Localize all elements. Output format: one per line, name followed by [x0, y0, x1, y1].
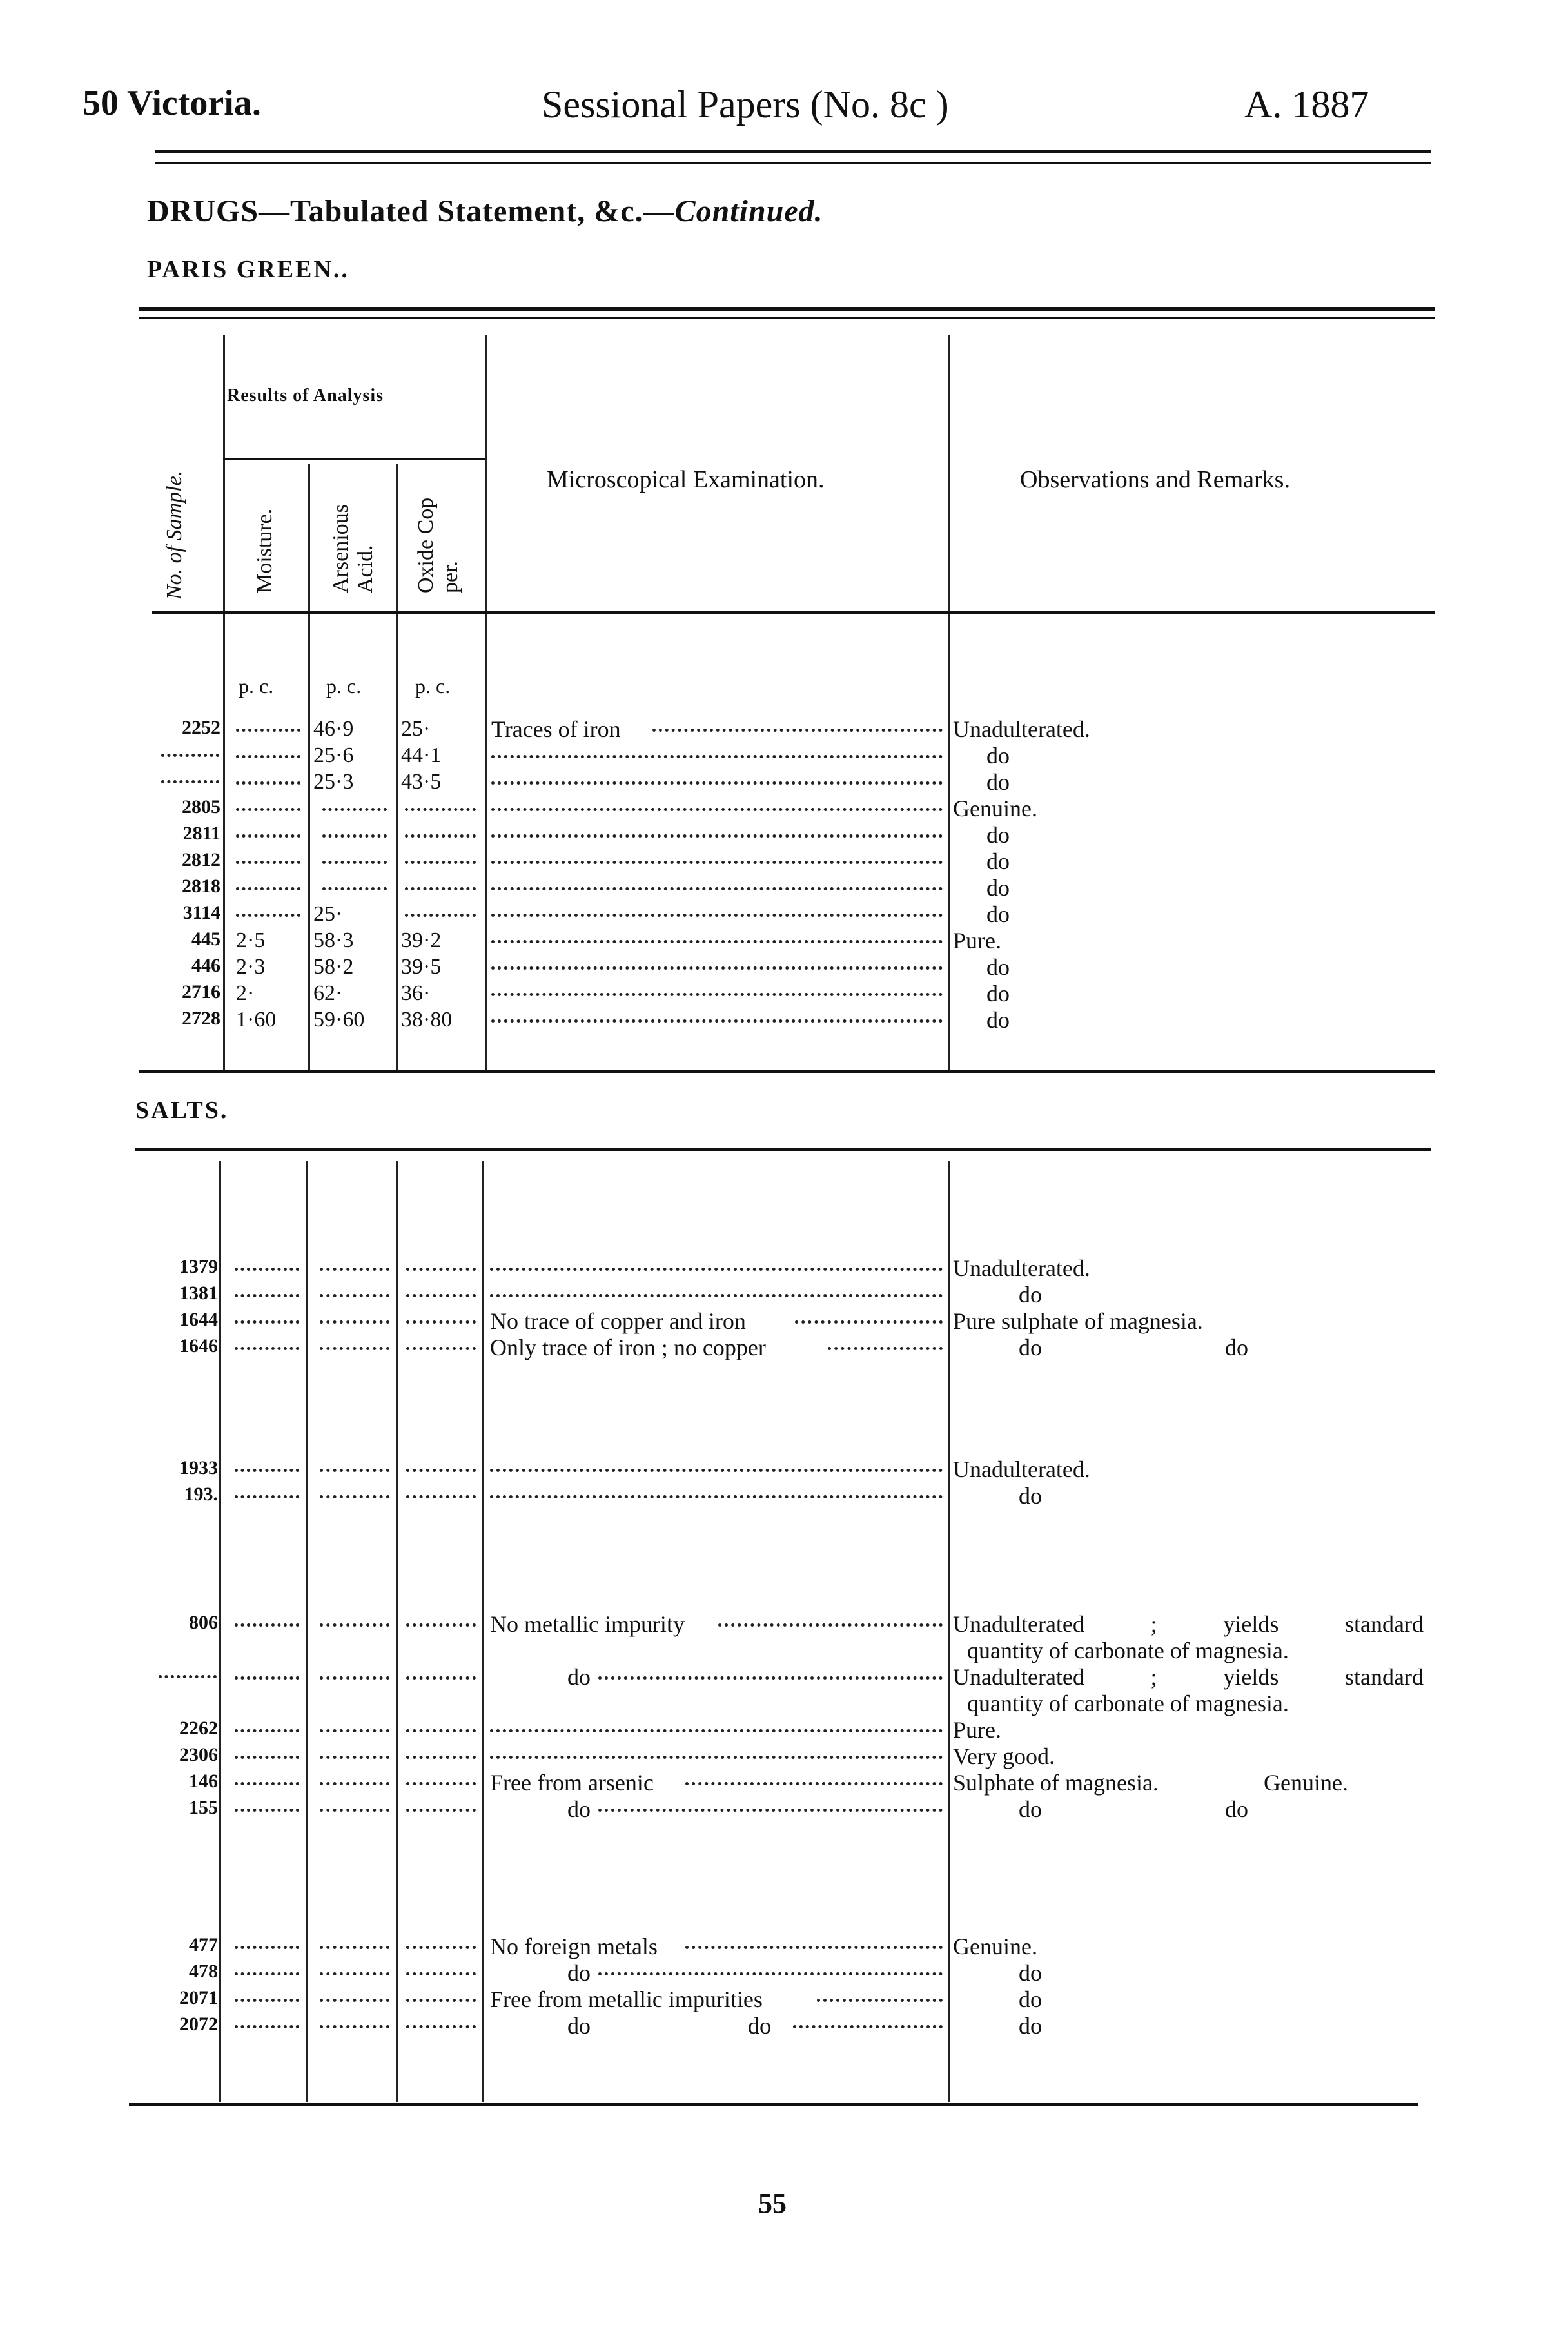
- leader-dots: [491, 781, 943, 785]
- col-remarks-heading: Observations and Remarks.: [1020, 466, 1290, 493]
- sample-number: 155: [189, 1797, 218, 1818]
- title-continued: Continued.: [674, 194, 823, 228]
- col-divider: [306, 1161, 308, 2102]
- leader-dots: [320, 2025, 389, 2028]
- leader-dots: [236, 755, 300, 758]
- oxide-value: 38·80: [401, 1008, 453, 1032]
- remark-text: do: [1019, 1986, 1042, 2012]
- leader-dots: [491, 914, 943, 917]
- arsenious-value: 25·3: [313, 770, 354, 794]
- leader-dots: [406, 1320, 476, 1324]
- leader-dots: [235, 1729, 299, 1732]
- leader-dots: [406, 1676, 476, 1680]
- leader-dots: [828, 1347, 943, 1350]
- leader-dots: [235, 1946, 299, 1949]
- leader-dots: [491, 755, 943, 758]
- micro-text: Free from arsenic: [490, 1770, 654, 1796]
- leader-dots: [236, 861, 300, 864]
- leader-dots: [235, 1469, 299, 1472]
- col-divider: [482, 1161, 484, 2102]
- sample-number: 2716: [182, 981, 220, 1003]
- remark-continued: quantity of carbonate of magnesia.: [967, 1638, 1289, 1663]
- col-divider: [948, 335, 950, 1070]
- leader-dots: [320, 1729, 389, 1732]
- micro-text: No metallic impurity: [490, 1611, 685, 1637]
- leader-dots: [406, 2025, 476, 2028]
- remark-text-2: do: [1225, 1796, 1248, 1822]
- remark-text: Unadulterated ; yields standard: [953, 1611, 1424, 1637]
- sample-number: 2805: [182, 796, 220, 818]
- leader-dots: [320, 1756, 389, 1759]
- salts-bottom-rule: [129, 2103, 1418, 2106]
- micro-text: No trace of copper and iron: [490, 1308, 746, 1334]
- col-divider: [396, 464, 398, 1070]
- leader-dots: [795, 1320, 943, 1324]
- remark-text: do: [986, 743, 1010, 769]
- sample-number: 2811: [182, 823, 220, 844]
- sample-number: 806: [189, 1612, 218, 1633]
- col-results-heading: Results of Analysis: [227, 386, 384, 406]
- oxide-value: 43·5: [401, 770, 442, 794]
- col-arsenious-heading: Arsenious Acid.: [329, 504, 377, 593]
- leader-dots: [685, 1782, 943, 1785]
- leader-dots: [405, 887, 476, 890]
- leader-dots: [161, 780, 219, 783]
- sample-number: 2072: [179, 2014, 218, 2035]
- leader-dots: [322, 861, 387, 864]
- header-right: A. 1887: [1244, 83, 1369, 126]
- leader-dots: [406, 1495, 476, 1498]
- leader-dots: [406, 1469, 476, 1472]
- remark-text: do: [1019, 1282, 1042, 1308]
- remark-text: do: [986, 981, 1010, 1006]
- leader-dots: [406, 1782, 476, 1785]
- remark-continued: quantity of carbonate of magnesia.: [967, 1691, 1289, 1716]
- header-bottom-rule: [152, 611, 1435, 614]
- arsenious-value: 59·60: [313, 1008, 365, 1032]
- leader-dots: [405, 808, 476, 811]
- micro-text: do: [567, 1960, 591, 1986]
- sample-number: 446: [191, 955, 220, 976]
- leader-dots: [685, 1946, 943, 1949]
- leader-dots: [320, 1320, 389, 1324]
- sample-number: 3114: [182, 902, 220, 923]
- remark-text: do: [1019, 1335, 1042, 1360]
- leader-dots: [236, 834, 300, 838]
- leader-dots: [490, 1729, 943, 1732]
- micro-text: Only trace of iron ; no copper: [490, 1335, 766, 1360]
- remark-text: do: [986, 1007, 1010, 1033]
- leader-dots: [406, 1268, 476, 1271]
- col-divider: [485, 335, 487, 1070]
- remark-text: Pure.: [953, 1717, 1001, 1743]
- remark-text: do: [986, 769, 1010, 795]
- header-rule-thin: [155, 162, 1431, 164]
- leader-dots: [235, 1294, 299, 1297]
- remark-text: do: [986, 901, 1010, 927]
- leader-dots: [491, 834, 943, 838]
- arsenious-value: 58·2: [313, 955, 354, 979]
- leader-dots: [320, 1946, 389, 1949]
- header-left: 50 Victoria.: [83, 83, 261, 123]
- sample-number: 1381: [179, 1282, 218, 1304]
- sample-number: 2262: [179, 1718, 218, 1739]
- moisture-value: 2·5: [236, 928, 266, 952]
- col-divider: [308, 464, 310, 1070]
- leader-dots: [320, 1999, 389, 2002]
- remark-text-2: do: [1225, 1335, 1248, 1360]
- remark-text: do: [1019, 1483, 1042, 1509]
- remark-text: Very good.: [953, 1743, 1055, 1769]
- leader-dots: [235, 1495, 299, 1498]
- leader-dots: [406, 1294, 476, 1297]
- micro-text: do: [567, 2013, 591, 2039]
- arsenious-value: 46·9: [313, 717, 354, 741]
- leader-dots: [490, 1294, 943, 1297]
- leader-dots: [793, 2025, 943, 2028]
- leader-dots: [405, 834, 476, 838]
- leader-dots: [236, 808, 300, 811]
- header-rule: [155, 150, 1431, 153]
- leader-dots: [491, 1019, 943, 1023]
- unit-moisture: p. c.: [239, 674, 274, 698]
- sample-number: 1379: [179, 1256, 218, 1277]
- results-subrule: [223, 458, 485, 460]
- sample-number: 146: [189, 1770, 218, 1792]
- col-divider: [219, 1161, 221, 2102]
- leader-dots: [320, 1495, 389, 1498]
- micro-text: No foreign metals: [490, 1934, 658, 1959]
- leader-dots: [235, 1972, 299, 1975]
- remark-text: do: [1019, 1960, 1042, 1986]
- oxide-value: 39·5: [401, 955, 442, 979]
- leader-dots: [652, 729, 943, 732]
- remark-text: Pure.: [953, 928, 1001, 954]
- remark-text: do: [986, 848, 1010, 874]
- leader-dots: [406, 1972, 476, 1975]
- leader-dots: [406, 1623, 476, 1627]
- leader-dots: [320, 1268, 389, 1271]
- leader-dots: [235, 1320, 299, 1324]
- page-number: 55: [758, 2188, 787, 2219]
- leader-dots: [405, 914, 476, 917]
- unit-oxide: p. c.: [415, 674, 451, 698]
- leader-dots: [236, 781, 300, 785]
- remark-text: do: [1019, 2013, 1042, 2039]
- col-divider: [396, 1161, 398, 2102]
- arsenious-value: 25·: [313, 902, 343, 926]
- remark-text: do: [986, 954, 1010, 980]
- micro-text: Traces of iron: [491, 716, 621, 742]
- oxide-value: 39·2: [401, 928, 442, 952]
- remark-text: do: [986, 875, 1010, 901]
- oxide-value: 36·: [401, 981, 431, 1005]
- remark-text: do: [986, 822, 1010, 848]
- arsenious-value: 62·: [313, 981, 343, 1005]
- leader-dots: [235, 1809, 299, 1812]
- leader-dots: [235, 1676, 299, 1680]
- title-main: DRUGS—Tabulated Statement, &c.—: [147, 194, 675, 228]
- arsenious-value: 58·3: [313, 928, 354, 952]
- section-label-salts: SALTS.: [135, 1097, 229, 1124]
- leader-dots: [490, 1469, 943, 1472]
- leader-dots: [406, 1809, 476, 1812]
- micro-text: Free from metallic impurities: [490, 1986, 763, 2012]
- remark-text: Genuine.: [953, 796, 1037, 821]
- leader-dots: [235, 1782, 299, 1785]
- table-top-rule-thin: [139, 317, 1435, 319]
- micro-text: do: [748, 2013, 771, 2039]
- micro-text: do: [567, 1664, 591, 1690]
- leader-dots: [236, 914, 300, 917]
- remark-text-2: Genuine.: [1264, 1770, 1348, 1796]
- sample-number: 2306: [179, 1744, 218, 1765]
- col-oxide-heading: Oxide Cop per.: [414, 497, 462, 593]
- leader-dots: [235, 2025, 299, 2028]
- page-title: [147, 193, 823, 229]
- sample-number: 1644: [179, 1309, 218, 1330]
- remark-text: Pure sulphate of magnesia.: [953, 1308, 1203, 1334]
- table-top-rule: [139, 307, 1435, 311]
- sample-number: 1933: [179, 1457, 218, 1478]
- col-divider: [223, 335, 225, 1070]
- leader-dots: [406, 1729, 476, 1732]
- sample-number: 477: [189, 1934, 218, 1956]
- sample-number: 2818: [182, 876, 220, 897]
- leader-dots: [491, 808, 943, 811]
- leader-dots: [320, 1294, 389, 1297]
- salts-top-rule: [135, 1148, 1431, 1151]
- leader-dots: [235, 1347, 299, 1350]
- micro-text: do: [567, 1796, 591, 1822]
- remark-text: Unadulterated.: [953, 1456, 1090, 1482]
- section-label-paris-green: PARIS GREEN..: [147, 256, 349, 283]
- leader-dots: [320, 1676, 389, 1680]
- leader-dots: [322, 808, 387, 811]
- leader-dots: [235, 1623, 299, 1627]
- leader-dots: [320, 1972, 389, 1975]
- leader-dots: [491, 993, 943, 996]
- leader-dots: [598, 1676, 943, 1680]
- leader-dots: [491, 861, 943, 864]
- moisture-value: 1·60: [236, 1008, 277, 1032]
- leader-dots: [406, 1946, 476, 1949]
- leader-dots: [235, 1999, 299, 2002]
- leader-dots: [406, 1756, 476, 1759]
- leader-dots: [236, 729, 300, 732]
- remark-text: Unadulterated.: [953, 716, 1090, 742]
- leader-dots: [718, 1623, 943, 1627]
- leader-dots: [405, 861, 476, 864]
- moisture-value: 2·3: [236, 955, 266, 979]
- col-divider: [948, 1161, 950, 2102]
- sample-number: 2812: [182, 849, 220, 870]
- leader-dots: [159, 1675, 217, 1678]
- leader-dots: [320, 1782, 389, 1785]
- col-sample-heading: No. of Sample.: [162, 470, 186, 600]
- sample-number: 193.: [184, 1484, 218, 1505]
- leader-dots: [817, 1999, 943, 2002]
- sample-number: 2071: [179, 1987, 218, 2008]
- remark-text: do: [1019, 1796, 1042, 1822]
- leader-dots: [598, 1809, 943, 1812]
- leader-dots: [320, 1469, 389, 1472]
- leader-dots: [491, 940, 943, 943]
- leader-dots: [491, 966, 943, 970]
- sample-number: 2728: [182, 1008, 220, 1029]
- leader-dots: [490, 1268, 943, 1271]
- arsenious-value: 25·6: [313, 743, 354, 767]
- col-moisture-heading: Moisture.: [253, 508, 277, 593]
- leader-dots: [235, 1756, 299, 1759]
- leader-dots: [491, 887, 943, 890]
- leader-dots: [322, 887, 387, 890]
- sample-number: 1646: [179, 1335, 218, 1357]
- leader-dots: [235, 1268, 299, 1271]
- leader-dots: [406, 1347, 476, 1350]
- sample-number: 445: [191, 928, 220, 950]
- sample-number: 2252: [182, 717, 220, 738]
- unit-arsenious: p. c.: [326, 674, 362, 698]
- sample-number: 478: [189, 1961, 218, 1982]
- col-micro-heading: Microscopical Examination.: [547, 466, 825, 493]
- moisture-value: 2·: [236, 981, 255, 1005]
- leader-dots: [320, 1623, 389, 1627]
- leader-dots: [490, 1756, 943, 1759]
- remark-text: Genuine.: [953, 1934, 1037, 1959]
- table-bottom-rule: [139, 1070, 1435, 1073]
- leader-dots: [320, 1809, 389, 1812]
- leader-dots: [236, 887, 300, 890]
- leader-dots: [490, 1495, 943, 1498]
- header-center: Sessional Papers (No. 8c ): [542, 83, 949, 126]
- leader-dots: [320, 1347, 389, 1350]
- oxide-value: 25·: [401, 717, 431, 741]
- remark-text: Unadulterated.: [953, 1255, 1090, 1281]
- leader-dots: [322, 834, 387, 838]
- oxide-value: 44·1: [401, 743, 442, 767]
- leader-dots: [406, 1999, 476, 2002]
- leader-dots: [598, 1972, 943, 1975]
- remark-text: Unadulterated ; yields standard: [953, 1664, 1424, 1690]
- remark-text: Sulphate of magnesia.: [953, 1770, 1159, 1796]
- leader-dots: [161, 754, 219, 757]
